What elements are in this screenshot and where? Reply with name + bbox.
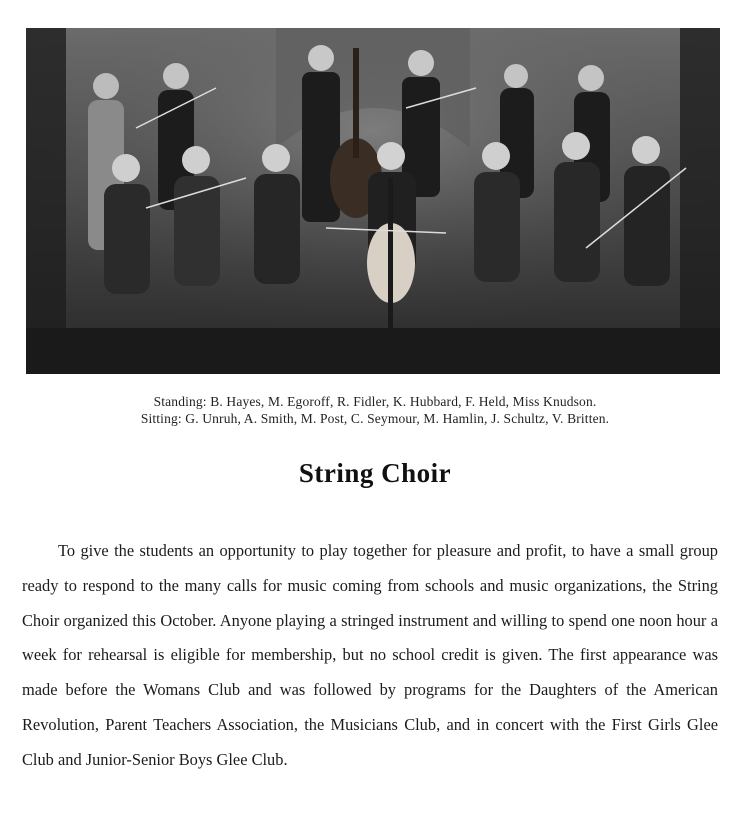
page-title: String Choir xyxy=(298,458,452,488)
photo-caption xyxy=(0,393,750,427)
caption-sitting: Sitting: G. Unruh, A. Smith, M. Post, C. Seymour, M. Hamlin, J. Schultz, V. Britten. xyxy=(140,411,610,426)
string-choir-photo xyxy=(26,28,720,374)
group-photo xyxy=(26,28,720,374)
body-paragraph: To give the students an opportunity to play together for pleasure and profit, to have a small group ready to respond to the many calls for music coming from schools and music organizations, the String Choir organized this October. Anyone playing a stringed instrument and willing to spend one noon hour a week for rehearsal is eligible for membership, but no school credit is given. The first appearance was made before the Womans Club and was followed by programs for the Daughters of the American Revolution, Parent Teachers Association, the Musicians Club, and in concert with the First Girls Glee Club and Junior-Senior Boys Glee Club. xyxy=(22,541,718,769)
caption-standing: Standing: B. Hayes, M. Egoroff, R. Fidler, K. Hubbard, F. Held, Miss Knudson. xyxy=(153,394,597,409)
